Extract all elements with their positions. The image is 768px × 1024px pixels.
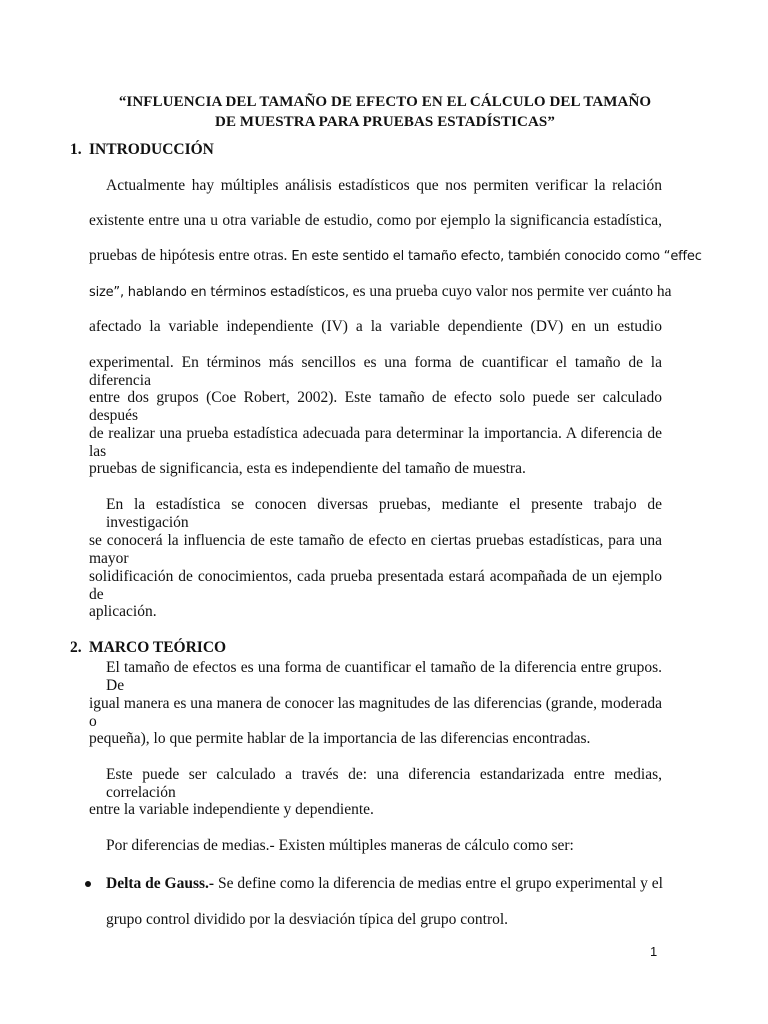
paragraph-line: pequeña), lo que permite hablar de la importancia de las diferencias encontradas. bbox=[89, 730, 591, 747]
paragraph-line: aplicación. bbox=[89, 603, 157, 620]
paragraph-line: Este puede ser calculado a través de: una diferencia estandarizada entre medias, correlación bbox=[106, 766, 662, 801]
section-heading-marco-teorico bbox=[70, 639, 226, 657]
paragraph-line: pruebas de significancia, esta es independiente del tamaño de muestra. bbox=[89, 460, 526, 477]
title-line-1: “INFLUENCIA DEL TAMAÑO DE EFECTO EN EL CÁLCULO DEL TAMAÑO bbox=[118, 94, 652, 110]
paragraph-line: de realizar una prueba estadística adecuada para determinar la importancia. A diferencia de las bbox=[89, 425, 662, 460]
paragraph-line: En la estadística se conocen diversas pruebas, mediante el presente trabajo de investigación bbox=[106, 496, 662, 531]
section-title: MARCO TEÓRICO bbox=[89, 639, 227, 656]
document-title bbox=[90, 92, 680, 132]
paragraph-line bbox=[89, 247, 702, 266]
bullet-text: Se define como la diferencia de medias entre el grupo experimental y el bbox=[214, 875, 663, 892]
paragraph-line: igual manera es una manera de conocer las magnitudes de las diferencias (grande, moderada o bbox=[89, 695, 662, 730]
bullet-item-line: grupo control dividido por la desviación típica del grupo control. bbox=[106, 911, 509, 928]
text-run-alt-font: size”, hablando en términos estadísticos, bbox=[89, 285, 349, 300]
title-line-2: DE MUESTRA PARA PRUEBAS ESTADÍSTICAS” bbox=[215, 114, 555, 130]
paragraph-line: existente entre una u otra variable de estudio, como por ejemplo la significancia estadística, bbox=[89, 212, 662, 229]
paragraph-line: entre dos grupos (Coe Robert, 2002). Este tamaño de efecto solo puede ser calculado después bbox=[89, 389, 662, 424]
paragraph-line: El tamaño de efectos es una forma de cuantificar el tamaño de la diferencia entre grupos. De bbox=[106, 659, 662, 694]
bullet-term: Delta de Gauss.- bbox=[106, 875, 215, 892]
paragraph-line: entre la variable independiente y dependiente. bbox=[89, 801, 374, 818]
paragraph-line bbox=[89, 283, 672, 302]
text-run: es una prueba cuyo valor nos permite ver cuánto ha bbox=[348, 283, 672, 300]
paragraph-line: Actualmente hay múltiples análisis estadísticos que nos permiten verificar la relación bbox=[106, 177, 662, 194]
text-run: pruebas de hipótesis entre otras. bbox=[89, 247, 288, 264]
section-heading-introduccion bbox=[70, 141, 214, 159]
section-number: 2. bbox=[70, 639, 82, 656]
page-number: 1 bbox=[650, 944, 658, 959]
bullet-item-line bbox=[106, 875, 662, 893]
paragraph-line: se conocerá la influencia de este tamaño de efecto en ciertas pruebas estadísticas, para una mayor bbox=[89, 532, 662, 567]
paragraph-line: Por diferencias de medias.- Existen múltiples maneras de cálculo como ser: bbox=[106, 837, 574, 854]
paragraph-line: solidificación de conocimientos, cada prueba presentada estará acompañada de un ejemplo de bbox=[89, 568, 662, 603]
section-title: INTRODUCCIÓN bbox=[89, 141, 214, 158]
bullet-icon bbox=[85, 881, 91, 887]
text-run-alt-font: En este sentido el tamaño efecto, también conocido como “effec bbox=[287, 249, 702, 264]
paragraph-line: experimental. En términos más sencillos es una forma de cuantificar el tamaño de la diferencia bbox=[89, 354, 662, 389]
paragraph-line: afectado la variable independiente (IV) a la variable dependiente (DV) en un estudio bbox=[89, 318, 662, 335]
section-number: 1. bbox=[70, 141, 82, 158]
